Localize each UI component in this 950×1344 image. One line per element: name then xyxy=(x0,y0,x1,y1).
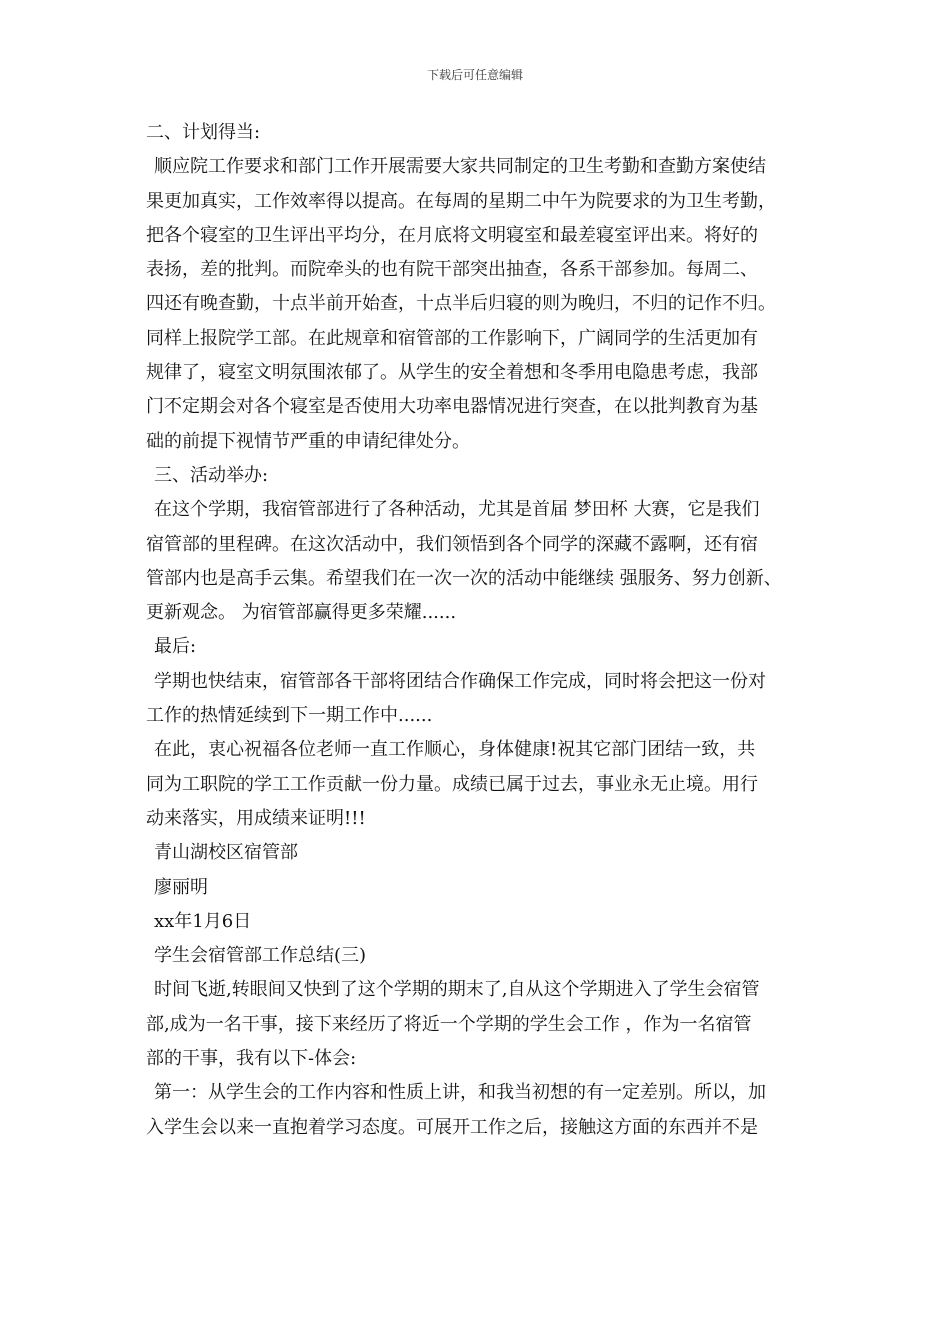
paragraph-line: 时间飞逝,转眼间又快到了这个学期的期末了,自从这个学期进入了学生会宿管 xyxy=(154,979,760,1001)
signature-date: xx年1月6日 xyxy=(154,910,252,932)
paragraph-line: 更新观念。 为宿管部赢得更多荣耀...... xyxy=(146,602,457,624)
paragraph-line: 动来落实，用成绩来证明!!! xyxy=(146,807,366,829)
document-body xyxy=(146,116,826,1145)
paragraph-line: 表扬，差的批判。而院牵头的也有院干部突出抽查，各系干部参加。每周二、 xyxy=(146,259,758,281)
paragraph-line: 果更加真实，工作效率得以提高。在每周的星期二中午为院要求的为卫生考勤， xyxy=(146,190,776,212)
document-title: 学生会宿管部工作总结(三) xyxy=(154,945,367,967)
section-heading: 最后: xyxy=(154,636,197,658)
paragraph-line: 础的前提下视情节严重的申请纪律处分。 xyxy=(146,430,470,452)
paragraph-line: 同为工职院的学工工作贡献一份力量。成绩已属于过去，事业永无止境。用行 xyxy=(146,773,758,795)
paragraph-line: 学期也快结束，宿管部各干部将团结合作确保工作完成，同时将会把这一份对 xyxy=(154,670,766,692)
header-note: 下载后可任意编辑 xyxy=(426,68,523,82)
paragraph-line: 在此，衷心祝福各位老师一直工作顺心，身体健康!祝其它部门团结一致，共 xyxy=(154,739,756,761)
paragraph-line: 四还有晚查勤，十点半前开始查，十点半后归寝的则为晚归，不归的记作不归。 xyxy=(146,293,776,315)
paragraph-line: 管部内也是高手云集。希望我们在一次一次的活动中能继续 强服务、努力创新、 xyxy=(146,567,782,589)
paragraph-line: 入学生会以来一直抱着学习态度。可展开工作之后，接触这方面的东西并不是 xyxy=(146,1116,758,1138)
paragraph-line: 第一：从学生会的工作内容和性质上讲，和我当初想的有一定差别。所以，加 xyxy=(154,1082,766,1104)
paragraph-line: 部的干事，我有以下-体会: xyxy=(146,1048,357,1070)
paragraph-line: 把各个寝室的卫生评出平均分，在月底将文明寝室和最差寝室评出来。将好的 xyxy=(146,224,758,246)
paragraph-line: 在这个学期，我宿管部进行了各种活动，尤其是首届 梦田杯 大赛，它是我们 xyxy=(154,499,760,521)
paragraph-line: 门不定期会对各个寝室是否使用大功率电器情况进行突查，在以批判教育为基 xyxy=(146,396,758,418)
signature-department: 青山湖校区宿管部 xyxy=(154,842,298,864)
paragraph-line: 部,成为一名干事，接下来经历了将近一个学期的学生会工作 ，作为一名宿管 xyxy=(146,1013,752,1035)
section-heading: 三、活动举办: xyxy=(154,464,269,486)
paragraph-line: 同样上报院学工部。在此规章和宿管部的工作影响下，广阔同学的生活更加有 xyxy=(146,327,758,349)
section-heading: 二、计划得当: xyxy=(146,122,261,143)
paragraph-line: 宿管部的里程碑。在这次活动中，我们领悟到各个同学的深藏不露啊，还有宿 xyxy=(146,533,758,555)
paragraph-line: 顺应院工作要求和部门工作开展需要大家共同制定的卫生考勤和查勤方案使结 xyxy=(154,156,766,178)
paragraph-line: 工作的热情延续到下一期工作中...... xyxy=(146,705,433,727)
signature-name: 廖丽明 xyxy=(154,876,208,898)
paragraph-line: 规律了，寝室文明氛围浓郁了。从学生的安全着想和冬季用电隐患考虑，我部 xyxy=(146,362,758,384)
